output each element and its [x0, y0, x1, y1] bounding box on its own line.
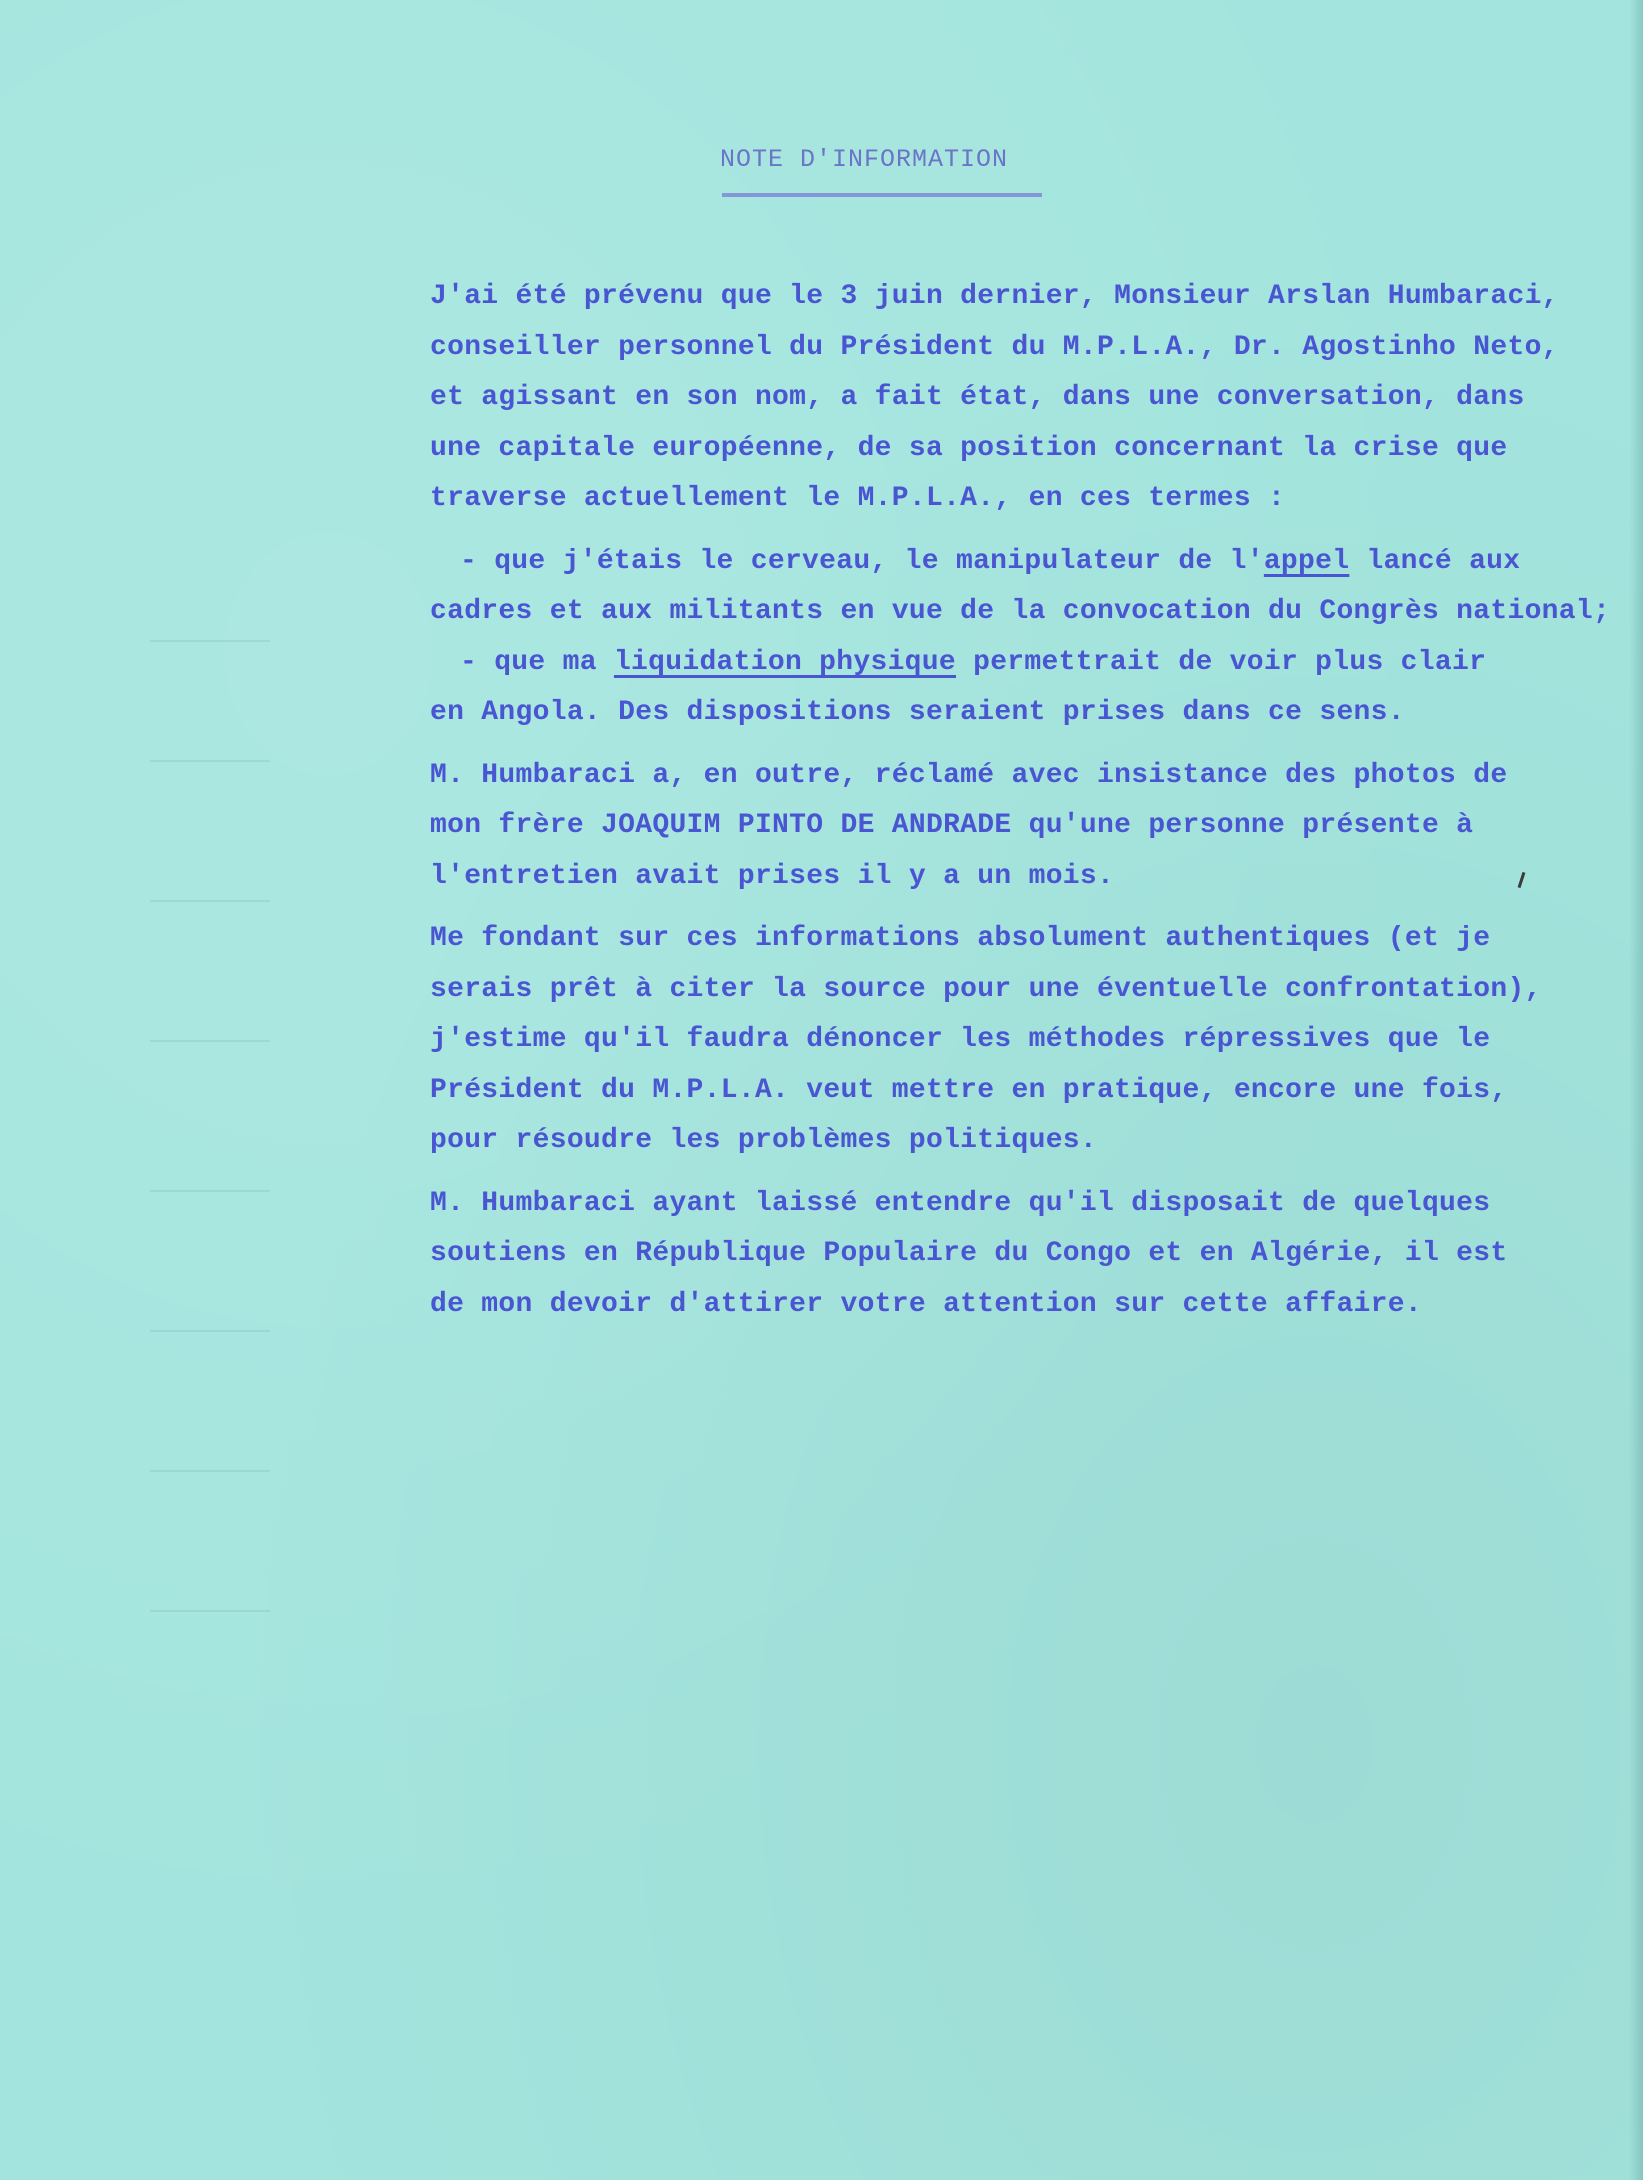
- text-line: en Angola. Des dispositions seraient prises dans ce sens.: [430, 697, 1405, 728]
- page-edge-shadow: [1629, 0, 1643, 2180]
- text-line: M. Humbaraci a, en outre, réclamé avec insistance des photos de: [430, 759, 1508, 791]
- document-title: NOTE D'INFORMATION: [720, 145, 1009, 174]
- text-line: serais prêt à citer la source pour une éventuelle confrontation),: [430, 973, 1542, 1005]
- bleed-through-mark: [150, 1330, 270, 1332]
- bullet-item-1: [430, 537, 1630, 638]
- text-line: traverse actuellement le M.P.L.A., en ces termes :: [430, 483, 1286, 514]
- bleed-through-mark: [150, 1470, 270, 1472]
- paragraph-3: [430, 914, 1630, 1167]
- underlined-word: appel: [1263, 545, 1350, 577]
- text-line: l'entretien avait prises il y a un mois.: [430, 860, 1115, 892]
- paragraph-1: [430, 272, 1630, 525]
- bullet-text: lancé aux: [1349, 545, 1521, 577]
- bleed-through-mark: [150, 1190, 270, 1192]
- bullet-text: permettrait de voir plus clair: [956, 646, 1487, 678]
- bleed-through-mark: [150, 1040, 270, 1042]
- paragraph-2: [430, 751, 1630, 903]
- bleed-through-mark: [150, 900, 270, 902]
- text-line: [430, 537, 1630, 588]
- text-line: et agissant en son nom, a fait état, dans une conversation, dans: [430, 382, 1525, 413]
- text-line: Me fondant sur ces informations absolument authentiques (et je: [430, 923, 1491, 954]
- text-line: pour résoudre les problèmes politiques.: [430, 1125, 1098, 1156]
- text-line: M. Humbaraci ayant laissé entendre qu'il disposait de quelques: [430, 1187, 1491, 1219]
- bleed-through-mark: [150, 1610, 270, 1612]
- bullet-text: - que j'étais le cerveau, le manipulateur de l': [460, 545, 1264, 577]
- text-line: conseiller personnel du Président du M.P.L.A., Dr. Agostinho Neto,: [430, 331, 1559, 363]
- text-line: de mon devoir d'attirer votre attention sur cette affaire.: [430, 1288, 1422, 1320]
- bleed-through-mark: [150, 760, 270, 762]
- paragraph-4: [430, 1179, 1630, 1331]
- text-line: j'estime qu'il faudra dénoncer les méthodes répressives que le: [430, 1024, 1491, 1055]
- title-underline: [722, 193, 1042, 197]
- text-line: cadres et aux militants en vue de la convocation du Congrès national;: [430, 596, 1611, 627]
- bullet-text: - que ma: [460, 646, 614, 678]
- document-body: [430, 272, 1630, 1330]
- text-line: J'ai été prévenu que le 3 juin dernier, Monsieur Arslan Humbaraci,: [430, 281, 1559, 312]
- bleed-through-mark: [150, 640, 270, 642]
- underlined-phrase: liquidation physique: [613, 646, 956, 678]
- text-line: mon frère JOAQUIM PINTO DE ANDRADE qu'une personne présente à: [430, 810, 1474, 841]
- text-line: une capitale européenne, de sa position concernant la crise que: [430, 432, 1508, 464]
- text-line: [430, 638, 1630, 689]
- bullet-item-2: [430, 638, 1630, 739]
- text-line: soutiens en République Populaire du Congo et en Algérie, il est: [430, 1238, 1508, 1269]
- text-line: Président du M.P.L.A. veut mettre en pratique, encore une fois,: [430, 1074, 1508, 1106]
